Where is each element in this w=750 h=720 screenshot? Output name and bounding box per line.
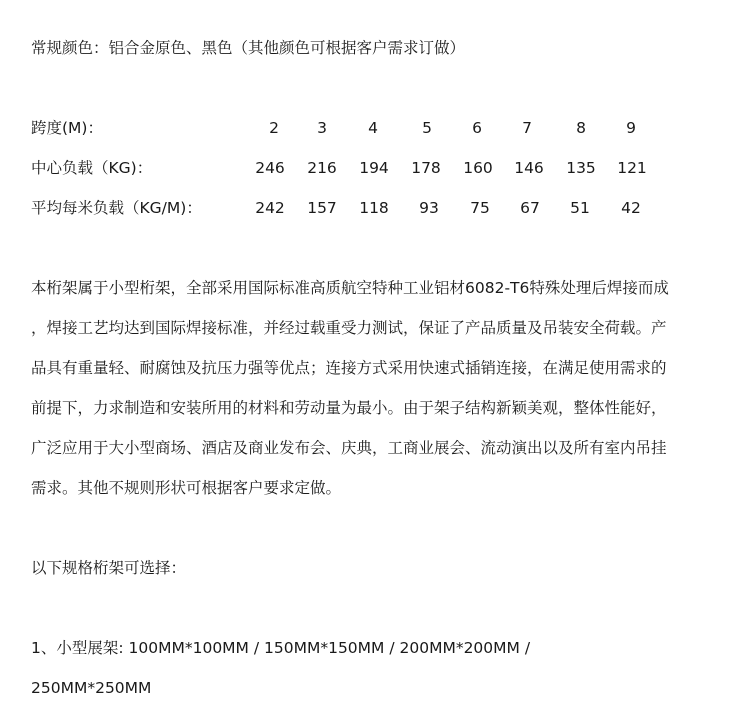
table-cell: 4: [368, 119, 378, 137]
table-cell: 242: [255, 199, 285, 217]
color-options-line: 常规颜色：铝合金原色、黑色（其他颜色可根据客户需求订做）: [31, 39, 466, 57]
table-cell: 67: [520, 199, 540, 217]
paragraph-line: 前提下，力求制造和安装所用的材料和劳动量为最小。由于架子结构新颖美观，整体性能好，: [31, 399, 667, 417]
table-row-label-avg-load: 平均每米负载（KG/M)：: [31, 199, 202, 217]
table-cell: 194: [359, 159, 389, 177]
table-cell: 2: [269, 119, 279, 137]
table-cell: 5: [422, 119, 432, 137]
table-cell: 246: [255, 159, 285, 177]
spec-intro: 以下规格桁架可选择：: [31, 559, 187, 577]
table-row-label-span: 跨度(M)：: [31, 119, 103, 137]
paragraph-line: 广泛应用于大小型商场、酒店及商业发布会、庆典，工商业展会、流动演出以及所有室内吊挂: [31, 439, 667, 457]
paragraph-line: ，焊接工艺均达到国际焊接标准，并经过载重受力测试，保证了产品质量及吊装安全荷载。产: [31, 319, 667, 337]
table-cell: 7: [522, 119, 532, 137]
paragraph-line: 本桁架属于小型桁架，全部采用国际标准高质航空特种工业铝材6082-T6特殊处理后焊接而成: [31, 279, 669, 297]
table-cell: 6: [472, 119, 482, 137]
table-cell: 3: [317, 119, 327, 137]
table-cell: 178: [411, 159, 441, 177]
table-cell: 9: [626, 119, 636, 137]
paragraph-line: 品具有重量轻、耐腐蚀及抗压力强等优点；连接方式采用快速式插销连接，在满足使用需求的: [31, 359, 667, 377]
table-cell: 157: [307, 199, 337, 217]
spec-item-line-2: 250MM*250MM: [31, 679, 152, 697]
table-cell: 51: [570, 199, 590, 217]
table-row-label-center-load: 中心负载（KG)：: [31, 159, 153, 177]
table-cell: 160: [463, 159, 493, 177]
table-cell: 8: [576, 119, 586, 137]
spec-item-line-1: 1、小型展架: 100MM*100MM / 150MM*150MM / 200MM*200MM /: [31, 639, 531, 657]
paragraph-line: 需求。其他不规则形状可根据客户要求定做。: [31, 479, 342, 497]
table-cell: 135: [566, 159, 596, 177]
table-cell: 118: [359, 199, 389, 217]
table-cell: 146: [514, 159, 544, 177]
table-cell: 216: [307, 159, 337, 177]
table-cell: 42: [621, 199, 641, 217]
table-cell: 75: [470, 199, 490, 217]
table-cell: 93: [419, 199, 439, 217]
table-cell: 121: [617, 159, 647, 177]
